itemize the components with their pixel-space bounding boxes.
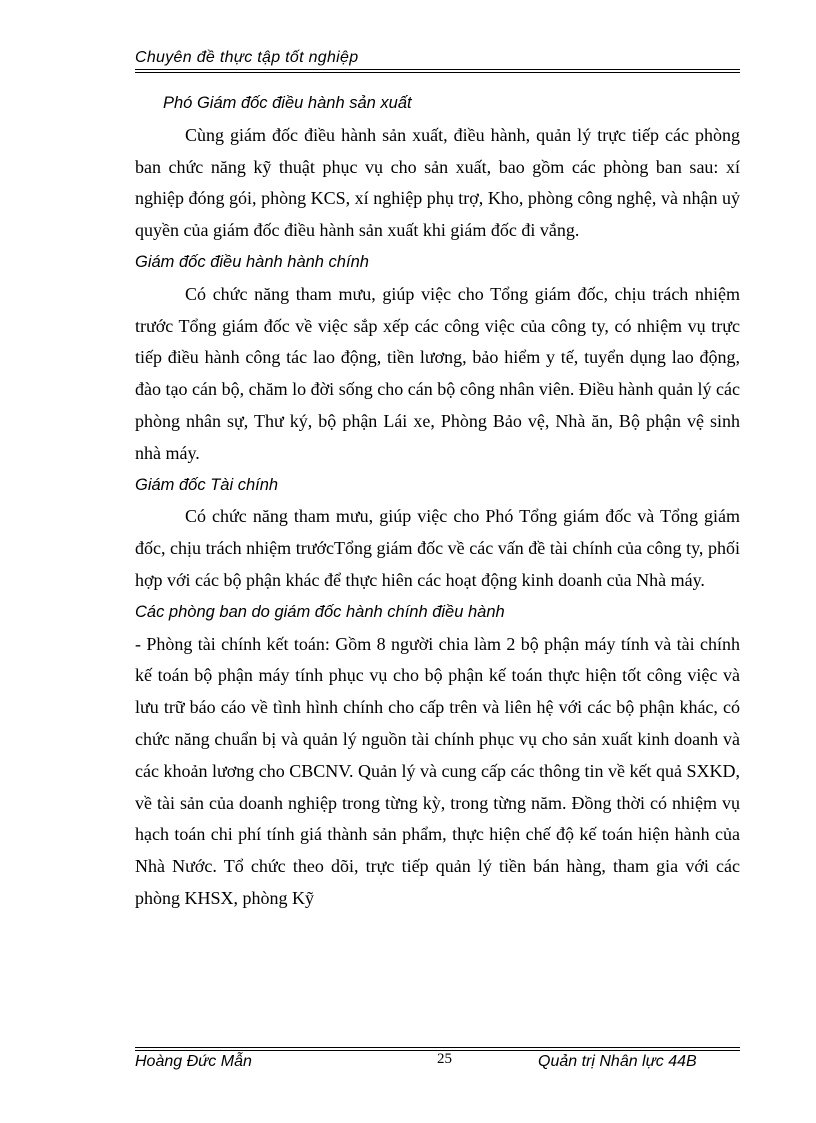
header-rule-top xyxy=(135,69,740,70)
body-text xyxy=(135,88,740,915)
paragraph: Có chức năng tham mưu, giúp việc cho Tổng giám đốc, chịu trách nhiệm trước Tổng giám đốc về việc sắp xếp các công việc của công ty, có nhiệm vụ trực tiếp điều hành công tác lao động, tiền lương, bảo hiểm y tế, tuyển dụng lao động, đào tạo cán bộ, chăm lo đời sống cho cán bộ công nhân viên. Điều hành quản lý các phòng nhân sự, Thư ký, bộ phận Lái xe, Phòng Bảo vệ, Nhà ăn, Bộ phận vệ sinh nhà máy. xyxy=(135,283,740,463)
section-heading: Phó Giám đốc điều hành sản xuất xyxy=(163,94,412,112)
page-number: 25 xyxy=(437,1051,452,1067)
paragraph: Cùng giám đốc điều hành sản xuất, điều hành, quản lý trực tiếp các phòng ban chức năng kỹ thuật phục vụ cho sản xuất, bao gồm các phòng ban sau: xí nghiệp đóng gói, phòng KCS, xí nghiệp phụ trợ, Kho, phòng công nghệ, và nhận uỷ quyền của giám đốc điều hành sản xuất khi giám đốc đi vắng. xyxy=(135,124,740,241)
section-heading: Các phòng ban do giám đốc hành chính điều hành xyxy=(135,602,505,621)
footer-author: Hoàng Đức Mẫn xyxy=(135,1053,252,1070)
footer-class: Quản trị Nhân lực 44B xyxy=(538,1053,697,1070)
section-heading: Giám đốc Tài chính xyxy=(135,475,279,494)
footer-rule-top xyxy=(135,1047,740,1048)
paragraph: - Phòng tài chính kết toán: Gồm 8 người chia làm 2 bộ phận máy tính và tài chính kế toán bộ phận máy tính phục vụ cho bộ phận kế toán thực hiện tốt công việc và lưu trữ báo cáo về tình hình chính cho cấp trên và liên hệ với các bộ phận khác, có chức năng chuẩn bị và quản lý nguồn tài chính phục vụ cho sản xuất kinh doanh và các khoản lương cho CBCNV. Quản lý và cung cấp các thông tin về kết quả SXKD, về tài sản của doanh nghiệp trong từng kỳ, trong từng năm. Đồng thời có nhiệm vụ hạch toán chi phí tính giá thành sản phẩm, thực hiện chế độ kế toán hiện hành của Nhà Nước. Tổ chức theo dõi, trực tiếp quản lý tiền bán hàng, tham gia với các phòng KHSX, phòng Kỹ xyxy=(135,633,740,908)
paragraph: Có chức năng tham mưu, giúp việc cho Phó Tổng giám đốc và Tổng giám đốc, chịu trách nhiệm trướcTổng giám đốc về các vấn đề tài chính của công ty, phối hợp với các bộ phận khác để thực hiên các hoạt động kinh doanh của Nhà máy. xyxy=(135,506,740,590)
running-header: Chuyên đề thực tập tốt nghiệp xyxy=(135,49,359,66)
section-heading: Giám đốc điều hành hành chính xyxy=(135,252,369,271)
header-rule-bottom xyxy=(135,72,740,73)
